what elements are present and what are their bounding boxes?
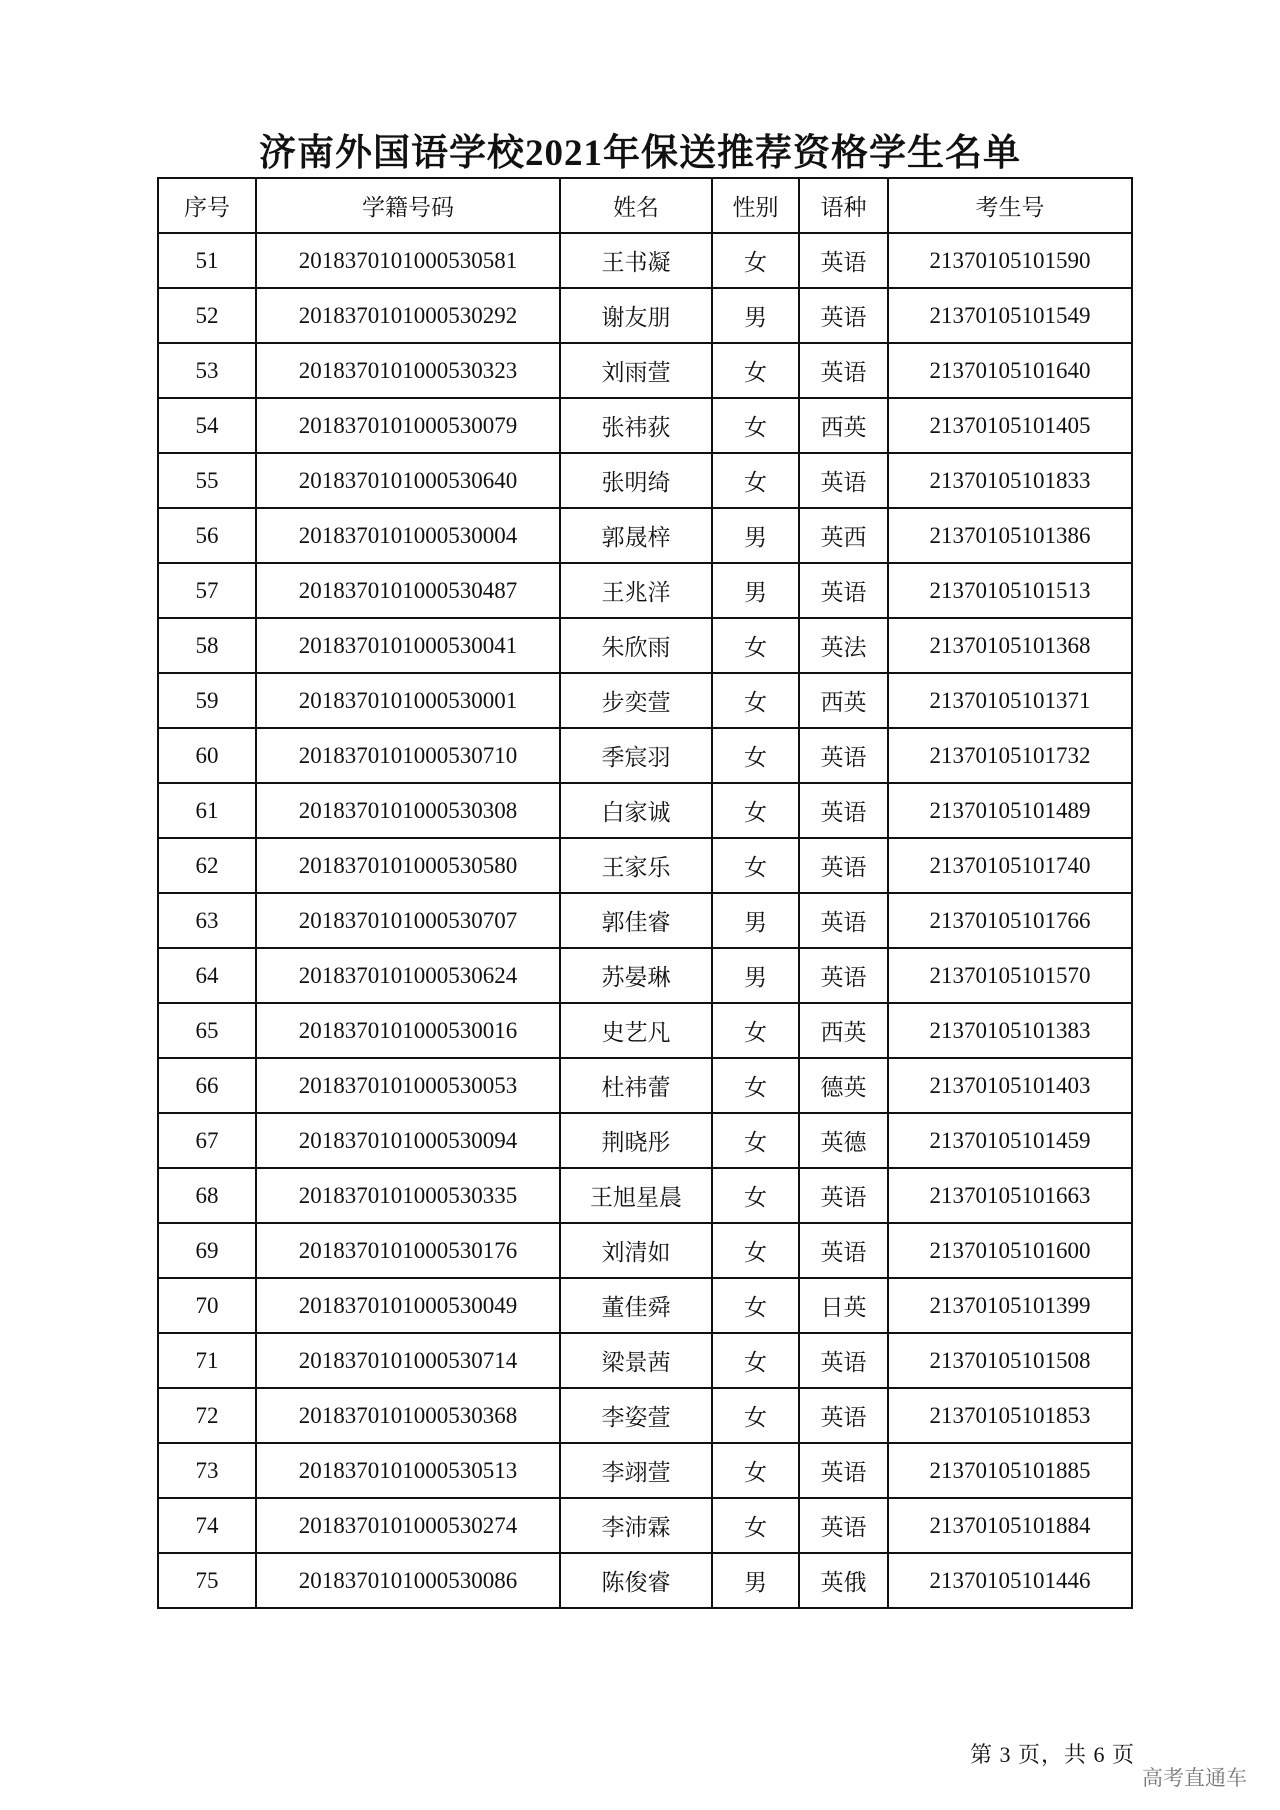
table-row xyxy=(158,398,1132,453)
cell-index: 53 xyxy=(158,343,256,398)
cell-language: 英语 xyxy=(799,728,888,783)
cell-index: 65 xyxy=(158,1003,256,1058)
cell-name: 朱欣雨 xyxy=(560,618,712,673)
page-number: 第 3 页，共 6 页 xyxy=(970,1742,1136,1767)
table-row xyxy=(158,343,1132,398)
cell-gender: 女 xyxy=(712,673,799,728)
cell-registration-no: 2018370101000530323 xyxy=(256,343,560,398)
cell-language: 英语 xyxy=(799,838,888,893)
cell-gender: 女 xyxy=(712,398,799,453)
cell-registration-no: 2018370101000530308 xyxy=(256,783,560,838)
cell-language: 英俄 xyxy=(799,1553,888,1608)
cell-name: 王家乐 xyxy=(560,838,712,893)
table-row xyxy=(158,233,1132,288)
table-row xyxy=(158,288,1132,343)
cell-index: 51 xyxy=(158,233,256,288)
cell-index: 55 xyxy=(158,453,256,508)
cell-exam-no: 21370105101833 xyxy=(888,453,1132,508)
cell-language: 英语 xyxy=(799,948,888,1003)
cell-language: 英西 xyxy=(799,508,888,563)
cell-language: 英语 xyxy=(799,783,888,838)
table-row xyxy=(158,1223,1132,1278)
cell-name: 李翊萱 xyxy=(560,1443,712,1498)
cell-language: 英德 xyxy=(799,1113,888,1168)
cell-name: 苏晏琳 xyxy=(560,948,712,1003)
table-row xyxy=(158,563,1132,618)
cell-gender: 女 xyxy=(712,1443,799,1498)
cell-language: 英语 xyxy=(799,1498,888,1553)
cell-registration-no: 2018370101000530513 xyxy=(256,1443,560,1498)
cell-exam-no: 21370105101489 xyxy=(888,783,1132,838)
cell-registration-no: 2018370101000530001 xyxy=(256,673,560,728)
cell-exam-no: 21370105101508 xyxy=(888,1333,1132,1388)
cell-registration-no: 2018370101000530004 xyxy=(256,508,560,563)
cell-index: 75 xyxy=(158,1553,256,1608)
cell-gender: 女 xyxy=(712,1333,799,1388)
cell-registration-no: 2018370101000530580 xyxy=(256,838,560,893)
cell-name: 郭晟梓 xyxy=(560,508,712,563)
table-header-row xyxy=(158,178,1132,233)
cell-gender: 女 xyxy=(712,1388,799,1443)
cell-index: 58 xyxy=(158,618,256,673)
cell-exam-no: 21370105101371 xyxy=(888,673,1132,728)
cell-index: 72 xyxy=(158,1388,256,1443)
cell-registration-no: 2018370101000530714 xyxy=(256,1333,560,1388)
cell-name: 王兆洋 xyxy=(560,563,712,618)
table-row xyxy=(158,1498,1132,1553)
cell-gender: 女 xyxy=(712,343,799,398)
cell-exam-no: 21370105101740 xyxy=(888,838,1132,893)
cell-language: 西英 xyxy=(799,398,888,453)
cell-exam-no: 21370105101570 xyxy=(888,948,1132,1003)
cell-name: 梁景茜 xyxy=(560,1333,712,1388)
cell-registration-no: 2018370101000530049 xyxy=(256,1278,560,1333)
cell-registration-no: 2018370101000530335 xyxy=(256,1168,560,1223)
table-row xyxy=(158,728,1132,783)
cell-index: 56 xyxy=(158,508,256,563)
cell-gender: 女 xyxy=(712,1498,799,1553)
cell-index: 73 xyxy=(158,1443,256,1498)
cell-index: 63 xyxy=(158,893,256,948)
cell-name: 李沛霖 xyxy=(560,1498,712,1553)
cell-language: 英语 xyxy=(799,1223,888,1278)
cell-gender: 女 xyxy=(712,1113,799,1168)
table-row xyxy=(158,1553,1132,1608)
cell-name: 陈俊睿 xyxy=(560,1553,712,1608)
table-row xyxy=(158,948,1132,1003)
cell-index: 71 xyxy=(158,1333,256,1388)
cell-language: 英语 xyxy=(799,893,888,948)
cell-gender: 女 xyxy=(712,618,799,673)
cell-gender: 女 xyxy=(712,728,799,783)
cell-name: 刘雨萱 xyxy=(560,343,712,398)
watermark: 高考直通车 xyxy=(1142,1766,1247,1790)
cell-language: 英语 xyxy=(799,1388,888,1443)
cell-exam-no: 21370105101386 xyxy=(888,508,1132,563)
cell-index: 52 xyxy=(158,288,256,343)
cell-index: 61 xyxy=(158,783,256,838)
cell-index: 66 xyxy=(158,1058,256,1113)
cell-language: 德英 xyxy=(799,1058,888,1113)
cell-registration-no: 2018370101000530292 xyxy=(256,288,560,343)
cell-index: 68 xyxy=(158,1168,256,1223)
cell-exam-no: 21370105101640 xyxy=(888,343,1132,398)
document-title: 济南外国语学校2021年保送推荐资格学生名单 xyxy=(259,133,1021,174)
cell-language: 英法 xyxy=(799,618,888,673)
cell-index: 62 xyxy=(158,838,256,893)
cell-name: 谢友朋 xyxy=(560,288,712,343)
cell-exam-no: 21370105101368 xyxy=(888,618,1132,673)
table-row xyxy=(158,1443,1132,1498)
cell-language: 英语 xyxy=(799,1333,888,1388)
cell-exam-no: 21370105101853 xyxy=(888,1388,1132,1443)
table-row xyxy=(158,893,1132,948)
cell-registration-no: 2018370101000530368 xyxy=(256,1388,560,1443)
cell-index: 69 xyxy=(158,1223,256,1278)
cell-exam-no: 21370105101884 xyxy=(888,1498,1132,1553)
cell-registration-no: 2018370101000530016 xyxy=(256,1003,560,1058)
header-index: 序号 xyxy=(158,178,256,233)
cell-registration-no: 2018370101000530640 xyxy=(256,453,560,508)
cell-registration-no: 2018370101000530487 xyxy=(256,563,560,618)
cell-name: 李姿萱 xyxy=(560,1388,712,1443)
cell-language: 日英 xyxy=(799,1278,888,1333)
cell-gender: 女 xyxy=(712,1003,799,1058)
cell-registration-no: 2018370101000530176 xyxy=(256,1223,560,1278)
cell-exam-no: 21370105101446 xyxy=(888,1553,1132,1608)
cell-exam-no: 21370105101399 xyxy=(888,1278,1132,1333)
header-name: 姓名 xyxy=(560,178,712,233)
cell-name: 步奕萱 xyxy=(560,673,712,728)
cell-index: 67 xyxy=(158,1113,256,1168)
cell-name: 史艺凡 xyxy=(560,1003,712,1058)
cell-gender: 女 xyxy=(712,1058,799,1113)
table-row xyxy=(158,1388,1132,1443)
table-row xyxy=(158,453,1132,508)
cell-language: 英语 xyxy=(799,343,888,398)
table-row xyxy=(158,1278,1132,1333)
table-row xyxy=(158,1168,1132,1223)
cell-gender: 男 xyxy=(712,288,799,343)
cell-index: 74 xyxy=(158,1498,256,1553)
cell-registration-no: 2018370101000530624 xyxy=(256,948,560,1003)
cell-registration-no: 2018370101000530094 xyxy=(256,1113,560,1168)
cell-gender: 男 xyxy=(712,893,799,948)
cell-gender: 女 xyxy=(712,1223,799,1278)
cell-exam-no: 21370105101405 xyxy=(888,398,1132,453)
cell-name: 季宸羽 xyxy=(560,728,712,783)
table-row xyxy=(158,1003,1132,1058)
cell-language: 英语 xyxy=(799,288,888,343)
cell-name: 王书凝 xyxy=(560,233,712,288)
cell-index: 64 xyxy=(158,948,256,1003)
cell-registration-no: 2018370101000530079 xyxy=(256,398,560,453)
table-row xyxy=(158,508,1132,563)
cell-gender: 男 xyxy=(712,948,799,1003)
cell-name: 杜祎蕾 xyxy=(560,1058,712,1113)
cell-gender: 女 xyxy=(712,453,799,508)
cell-name: 张明绮 xyxy=(560,453,712,508)
table-row xyxy=(158,673,1132,728)
cell-language: 英语 xyxy=(799,1168,888,1223)
table-row xyxy=(158,1113,1132,1168)
cell-name: 王旭星晨 xyxy=(560,1168,712,1223)
cell-exam-no: 21370105101403 xyxy=(888,1058,1132,1113)
cell-registration-no: 2018370101000530707 xyxy=(256,893,560,948)
cell-name: 荆晓彤 xyxy=(560,1113,712,1168)
student-list-table xyxy=(157,177,1133,1609)
cell-name: 张祎荻 xyxy=(560,398,712,453)
header-gender: 性别 xyxy=(712,178,799,233)
cell-registration-no: 2018370101000530053 xyxy=(256,1058,560,1113)
cell-gender: 男 xyxy=(712,563,799,618)
table-row xyxy=(158,783,1132,838)
cell-gender: 女 xyxy=(712,233,799,288)
cell-exam-no: 21370105101885 xyxy=(888,1443,1132,1498)
cell-language: 西英 xyxy=(799,673,888,728)
cell-registration-no: 2018370101000530041 xyxy=(256,618,560,673)
cell-gender: 男 xyxy=(712,508,799,563)
cell-language: 英语 xyxy=(799,563,888,618)
cell-index: 70 xyxy=(158,1278,256,1333)
cell-exam-no: 21370105101600 xyxy=(888,1223,1132,1278)
cell-gender: 女 xyxy=(712,1278,799,1333)
header-language: 语种 xyxy=(799,178,888,233)
cell-exam-no: 21370105101590 xyxy=(888,233,1132,288)
cell-gender: 女 xyxy=(712,838,799,893)
table-row xyxy=(158,1058,1132,1113)
cell-name: 郭佳睿 xyxy=(560,893,712,948)
cell-registration-no: 2018370101000530274 xyxy=(256,1498,560,1553)
cell-name: 董佳舜 xyxy=(560,1278,712,1333)
cell-name: 刘清如 xyxy=(560,1223,712,1278)
cell-exam-no: 21370105101549 xyxy=(888,288,1132,343)
cell-name: 白家诚 xyxy=(560,783,712,838)
cell-language: 英语 xyxy=(799,233,888,288)
cell-exam-no: 21370105101766 xyxy=(888,893,1132,948)
cell-gender: 男 xyxy=(712,1553,799,1608)
cell-exam-no: 21370105101663 xyxy=(888,1168,1132,1223)
cell-language: 西英 xyxy=(799,1003,888,1058)
cell-registration-no: 2018370101000530086 xyxy=(256,1553,560,1608)
cell-index: 54 xyxy=(158,398,256,453)
cell-exam-no: 21370105101383 xyxy=(888,1003,1132,1058)
cell-language: 英语 xyxy=(799,453,888,508)
cell-gender: 女 xyxy=(712,783,799,838)
cell-index: 57 xyxy=(158,563,256,618)
cell-exam-no: 21370105101732 xyxy=(888,728,1132,783)
cell-registration-no: 2018370101000530581 xyxy=(256,233,560,288)
cell-index: 60 xyxy=(158,728,256,783)
cell-language: 英语 xyxy=(799,1443,888,1498)
header-exam-no: 考生号 xyxy=(888,178,1132,233)
table-row xyxy=(158,618,1132,673)
table-row xyxy=(158,1333,1132,1388)
header-student-registration-no: 学籍号码 xyxy=(256,178,560,233)
cell-index: 59 xyxy=(158,673,256,728)
cell-gender: 女 xyxy=(712,1168,799,1223)
cell-exam-no: 21370105101513 xyxy=(888,563,1132,618)
table-row xyxy=(158,838,1132,893)
cell-exam-no: 21370105101459 xyxy=(888,1113,1132,1168)
cell-registration-no: 2018370101000530710 xyxy=(256,728,560,783)
